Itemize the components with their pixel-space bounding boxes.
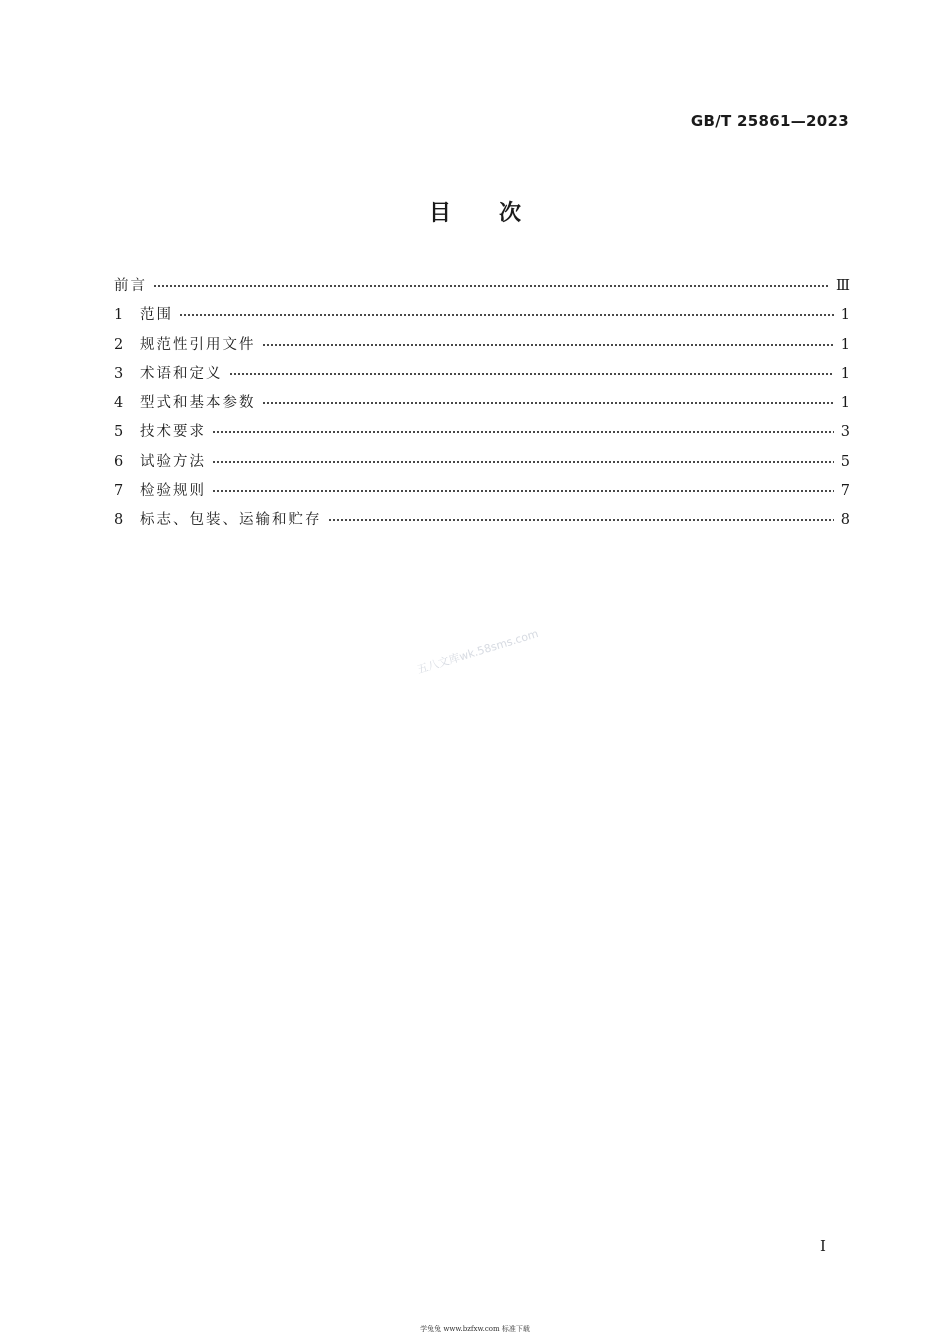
toc-title: [0, 196, 950, 227]
toc-entry-number: 8: [114, 512, 124, 529]
toc-entry-page: 3: [840, 424, 850, 441]
toc-leader-dots: [212, 461, 834, 463]
toc-entry-label: 检验规则: [140, 483, 206, 500]
toc-leader-dots: [212, 431, 834, 433]
toc-entry-label: 术语和定义: [140, 365, 223, 382]
toc-entry-number: 3: [114, 365, 124, 382]
toc-title-part1: 目: [428, 201, 451, 226]
toc-leader-dots: [212, 490, 834, 492]
toc-leader-dots: [179, 314, 834, 316]
toc-entry-number: 1: [114, 307, 124, 324]
toc-entry-types-parameters[interactable]: [114, 389, 850, 418]
toc-entry-foreword[interactable]: [114, 272, 850, 301]
toc-entry-marking-packaging[interactable]: [114, 506, 850, 535]
toc-entry-label: 试验方法: [140, 453, 206, 470]
toc-entry-page: Ⅲ: [836, 278, 850, 294]
toc-leader-dots: [328, 519, 835, 521]
toc-entry-label: 规范性引用文件: [140, 336, 256, 353]
toc-entry-label: 技术要求: [140, 424, 206, 441]
toc-entry-page: 7: [840, 483, 850, 500]
toc-entry-test-methods[interactable]: [114, 448, 850, 477]
toc-entry-normative-references[interactable]: [114, 331, 850, 360]
toc-entry-label: 标志、包装、运输和贮存: [140, 512, 322, 529]
toc-entry-label: 型式和基本参数: [140, 395, 256, 412]
toc-entry-inspection-rules[interactable]: [114, 477, 850, 506]
toc-entry-scope[interactable]: [114, 301, 850, 330]
toc-entry-page: 1: [840, 365, 850, 382]
watermark: 五八文库wk.58sms.com: [415, 627, 540, 677]
toc-leader-dots: [262, 344, 835, 346]
toc-entry-page: 1: [840, 336, 850, 353]
standard-code: GB/T 25861—2023: [690, 112, 849, 130]
toc-entry-page: 8: [840, 512, 850, 529]
page-number: Ⅰ: [820, 1237, 826, 1255]
toc-entry-number: 6: [114, 453, 124, 470]
toc-title-part2: 次: [499, 201, 522, 226]
toc-leader-dots: [262, 402, 835, 404]
toc-entry-number: 7: [114, 483, 124, 500]
toc-entry-number: 4: [114, 395, 124, 412]
toc-entry-number: 2: [114, 336, 124, 353]
toc-entry-page: 5: [840, 453, 850, 470]
toc-leader-dots: [229, 373, 835, 375]
toc-entry-page: 1: [840, 395, 850, 412]
toc-entry-number: 5: [114, 424, 124, 441]
toc-entry-label: 范围: [140, 307, 173, 324]
toc-list: [114, 272, 850, 536]
toc-entry-label: 前言: [114, 278, 147, 294]
footer-note: 学兔兔 www.bzfxw.com 标准下载: [420, 1325, 530, 1333]
toc-leader-dots: [153, 285, 830, 287]
toc-entry-terms-definitions[interactable]: [114, 360, 850, 389]
toc-entry-page: 1: [840, 307, 850, 324]
toc-entry-technical-requirements[interactable]: [114, 418, 850, 447]
